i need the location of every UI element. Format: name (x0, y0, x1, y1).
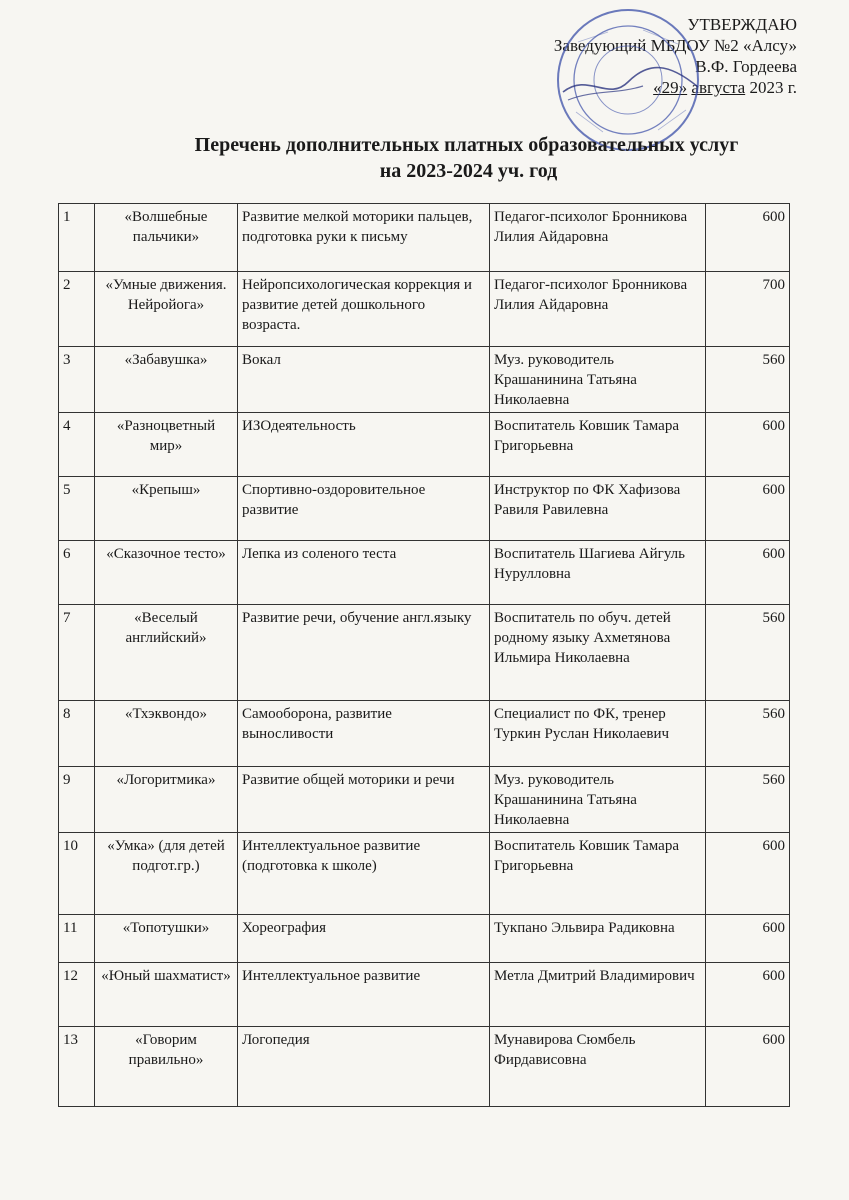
approval-position: Заведующий МБДОУ №2 «Алсу» (553, 36, 797, 55)
service-name: «Топотушки» (95, 915, 238, 963)
service-price: 560 (706, 605, 790, 701)
approval-heading: УТВЕРЖДАЮ (687, 15, 797, 34)
row-number: 12 (59, 963, 95, 1027)
row-number: 8 (59, 701, 95, 767)
row-number: 9 (59, 767, 95, 833)
service-description: Интеллектуальное развитие (подготовка к школе) (238, 833, 490, 915)
approval-date-day: «29» (653, 78, 688, 97)
service-name: «Веселый английский» (95, 605, 238, 701)
service-name: «Сказочное тесто» (95, 541, 238, 605)
service-teacher: Тукпано Эльвира Радиковна (490, 915, 706, 963)
row-number: 11 (59, 915, 95, 963)
service-teacher: Муз. руководитель Крашанинина Татьяна Николаевна (490, 767, 706, 833)
service-teacher: Инструктор по ФК Хафизова Равиля Равилевна (490, 477, 706, 541)
service-name: «Юный шахматист» (95, 963, 238, 1027)
approval-date-year: 2023 г. (749, 78, 797, 97)
service-name: «Тхэквондо» (95, 701, 238, 767)
service-teacher: Воспитатель Ковшик Тамара Григорьевна (490, 413, 706, 477)
service-price: 560 (706, 767, 790, 833)
service-name: «Забавушка» (95, 347, 238, 413)
table-row (59, 1027, 790, 1107)
document-title (0, 132, 849, 184)
approval-date-month: августа (691, 78, 746, 97)
service-teacher: Метла Дмитрий Владимирович (490, 963, 706, 1027)
table-row (59, 413, 790, 477)
table-row (59, 541, 790, 605)
service-price: 600 (706, 915, 790, 963)
service-description: Хореография (238, 915, 490, 963)
service-description: Развитие мелкой моторики пальцев, подготовка руки к письму (238, 204, 490, 272)
service-price: 560 (706, 701, 790, 767)
table-row (59, 347, 790, 413)
service-description: Вокал (238, 347, 490, 413)
approval-signatory: В.Ф. Гордеева (695, 57, 797, 76)
service-price: 560 (706, 347, 790, 413)
service-description: Развитие речи, обучение англ.языку (238, 605, 490, 701)
service-description: Развитие общей моторики и речи (238, 767, 490, 833)
service-price: 600 (706, 413, 790, 477)
service-name: «Говорим правильно» (95, 1027, 238, 1107)
title-line-2: на 2023-2024 уч. год (379, 160, 558, 182)
service-price: 600 (706, 1027, 790, 1107)
service-name: «Умные движения. Нейройога» (95, 272, 238, 347)
service-name: «Волшебные пальчики» (95, 204, 238, 272)
service-price: 600 (706, 963, 790, 1027)
service-name: «Логоритмика» (95, 767, 238, 833)
service-teacher: Педагог-психолог Бронникова Лилия Айдаровна (490, 272, 706, 347)
row-number: 3 (59, 347, 95, 413)
service-teacher: Специалист по ФК, тренер Туркин Руслан Николаевич (490, 701, 706, 767)
service-description: Спортивно-оздоровительное развитие (238, 477, 490, 541)
table-row (59, 204, 790, 272)
service-price: 600 (706, 541, 790, 605)
row-number: 2 (59, 272, 95, 347)
service-teacher: Педагог-психолог Бронникова Лилия Айдаровна (490, 204, 706, 272)
service-name: «Умка» (для детей подгот.гр.) (95, 833, 238, 915)
row-number: 13 (59, 1027, 95, 1107)
table-row (59, 833, 790, 915)
services-table (58, 203, 790, 1107)
row-number: 1 (59, 204, 95, 272)
service-name: «Разноцветный мир» (95, 413, 238, 477)
table-row (59, 915, 790, 963)
row-number: 7 (59, 605, 95, 701)
row-number: 6 (59, 541, 95, 605)
row-number: 5 (59, 477, 95, 541)
table-row (59, 272, 790, 347)
service-teacher: Мунавирова Сюмбель Фирдависовна (490, 1027, 706, 1107)
service-name: «Крепыш» (95, 477, 238, 541)
service-price: 600 (706, 204, 790, 272)
service-description: Нейропсихологическая коррекция и развитие детей дошкольного возраста. (238, 272, 490, 347)
row-number: 4 (59, 413, 95, 477)
table-row (59, 477, 790, 541)
service-teacher: Муз. руководитель Крашанинина Татьяна Николаевна (490, 347, 706, 413)
service-description: ИЗОдеятельность (238, 413, 490, 477)
table-row (59, 701, 790, 767)
row-number: 10 (59, 833, 95, 915)
table-row (59, 767, 790, 833)
service-price: 600 (706, 477, 790, 541)
service-teacher: Воспитатель по обуч. детей родному языку Ахметянова Ильмира Николаевна (490, 605, 706, 701)
service-teacher: Воспитатель Шагиева Айгуль Нурулловна (490, 541, 706, 605)
service-price: 600 (706, 833, 790, 915)
service-description: Логопедия (238, 1027, 490, 1107)
service-description: Лепка из соленого теста (238, 541, 490, 605)
service-description: Интеллектуальное развитие (238, 963, 490, 1027)
service-description: Самооборона, развитие выносливости (238, 701, 490, 767)
service-price: 700 (706, 272, 790, 347)
service-teacher: Воспитатель Ковшик Тамара Григорьевна (490, 833, 706, 915)
table-row (59, 963, 790, 1027)
title-line-1: Перечень дополнительных платных образовательных услуг (194, 134, 739, 156)
table-row (59, 605, 790, 701)
